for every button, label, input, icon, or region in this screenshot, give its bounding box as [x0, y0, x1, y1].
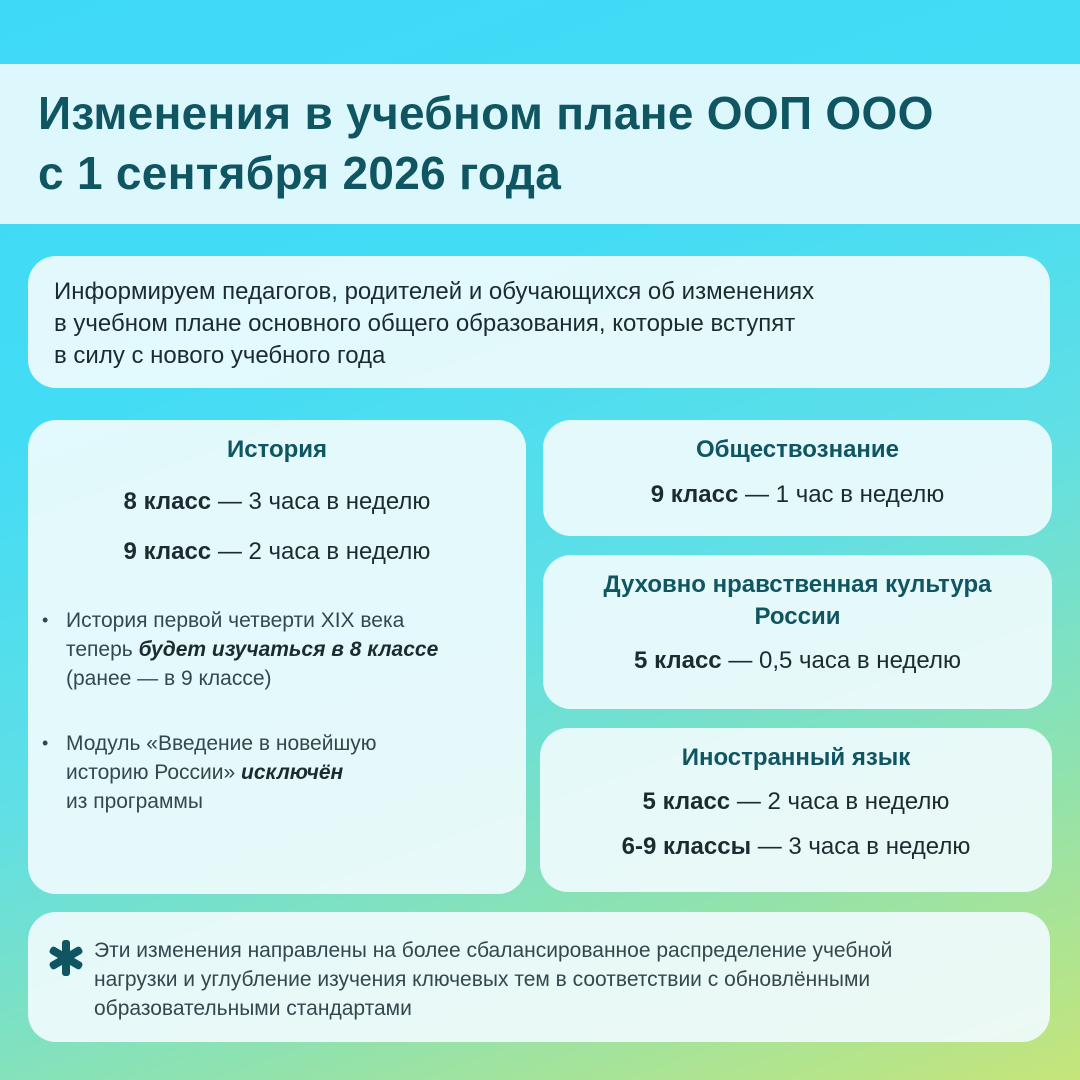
- foreign-language-row-5-hours: — 2 часа в неделю: [730, 788, 950, 815]
- foreign-language-row-6-9-grade: 6-9 классы: [621, 833, 752, 860]
- ethics-title-line-2: России: [754, 603, 841, 630]
- title-banner: [0, 64, 1080, 224]
- history-row-8: [28, 488, 526, 516]
- history-bullet-2-emphasis: исключён: [241, 761, 344, 784]
- ethics-row-5: [543, 647, 1052, 675]
- history-row-8-hours: — 3 часа в неделю: [211, 488, 431, 515]
- history-bullet-1-part1: История первой четверти XIX века теперь: [66, 609, 405, 661]
- foreign-language-title: Иностранный язык: [681, 744, 911, 771]
- intro-card: [28, 256, 1050, 388]
- foreign-language-row-6-9: [540, 833, 1052, 861]
- intro-text: Информируем педагогов, родителей и обучающихся об изменениях в учебном плане основного общего образования, которые вступят в силу с нового учебного года: [54, 278, 815, 369]
- foreign-language-row-5: [540, 788, 1052, 816]
- history-bullet-1-text: [66, 606, 506, 693]
- history-row-9-grade: 9 класс: [123, 538, 212, 565]
- note-text: Эти изменения направлены на более сбалансированное распределение учебной нагрузки и углубление изучения ключевых тем в соответствии с обновлёнными образовательными стандартами: [94, 939, 893, 1020]
- social-studies-row-9: [543, 481, 1052, 509]
- social-studies-title: Обществознание: [695, 436, 900, 463]
- social-studies-row-9-grade: 9 класс: [650, 481, 739, 508]
- history-bullet-2-part1: Модуль «Введение в новейшую историю России»: [66, 732, 377, 784]
- asterisk-icon: [46, 938, 86, 978]
- ethics-title-line-1: Духовно нравственная культура: [603, 571, 992, 598]
- history-row-9: [28, 538, 526, 566]
- history-bullet-1-part2: (ранее — в 9 классе): [66, 667, 272, 690]
- foreign-language-row-5-grade: 5 класс: [642, 788, 731, 815]
- ethics-card: [543, 555, 1052, 709]
- history-row-8-grade: 8 класс: [123, 488, 212, 515]
- note-card: [28, 912, 1050, 1042]
- history-title: История: [226, 436, 328, 463]
- ethics-row-5-hours: — 0,5 часа в неделю: [721, 647, 961, 674]
- history-bullet-2-text: [66, 729, 506, 816]
- history-card: [28, 420, 526, 894]
- history-bullet-1-emphasis: будет изучаться в 8 классе: [138, 638, 439, 661]
- foreign-language-card: [540, 728, 1052, 892]
- social-studies-row-9-hours: — 1 час в неделю: [738, 481, 945, 508]
- history-row-9-hours: — 2 часа в неделю: [211, 538, 431, 565]
- page-title-line-1: Изменения в учебном плане ООП ООО: [38, 87, 934, 139]
- foreign-language-row-6-9-hours: — 3 часа в неделю: [751, 833, 971, 860]
- ethics-row-5-grade: 5 класс: [634, 647, 722, 674]
- bullet-dot-icon: •: [42, 610, 49, 630]
- social-studies-card: [543, 420, 1052, 536]
- page-title-line-2: с 1 сентября 2026 года: [38, 147, 562, 199]
- history-bullet-2-part2: из программы: [66, 790, 203, 813]
- bullet-dot-icon: •: [42, 733, 49, 753]
